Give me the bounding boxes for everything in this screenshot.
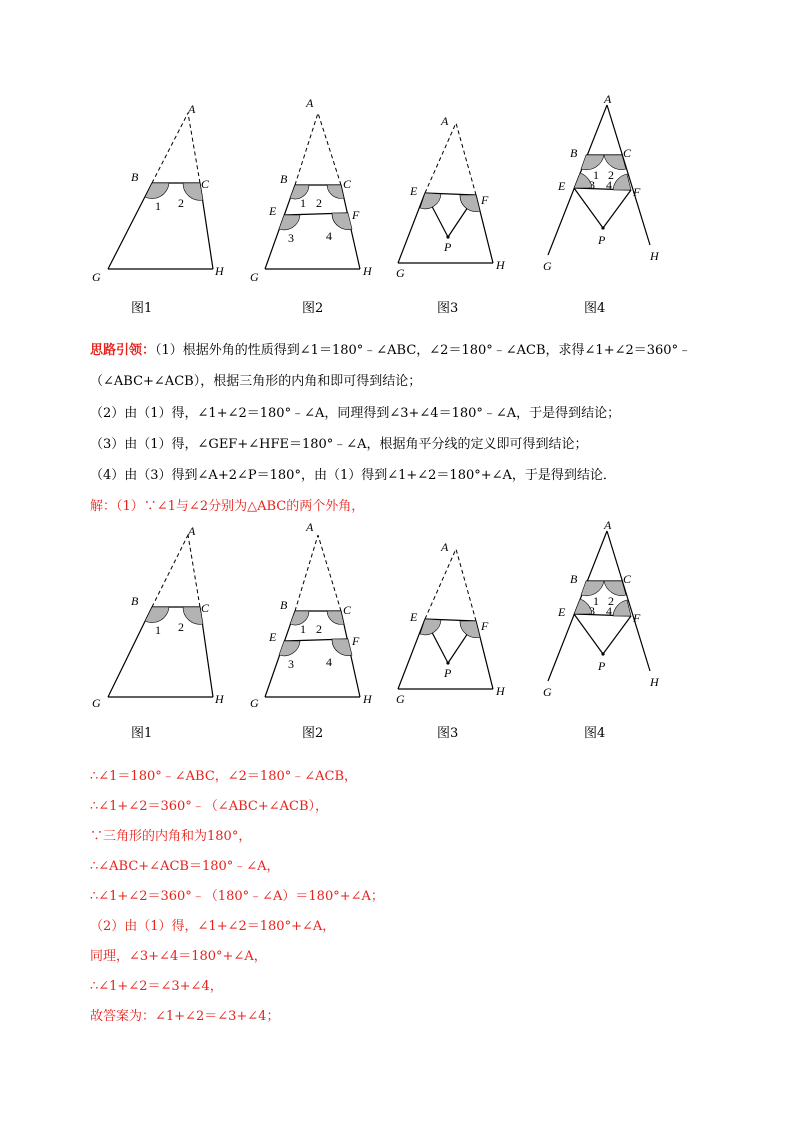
label-G: G	[543, 259, 552, 273]
label-A: A	[604, 95, 612, 106]
solution-step-8: ∴∠1+∠2＝∠3+∠4，	[90, 979, 223, 994]
figures-bottom	[0, 517, 800, 717]
label-F: F	[352, 634, 360, 648]
label-E: E	[558, 179, 566, 193]
hint-line-2: （∠ABC+∠ACB），根据三角形的内角和即可得到结论；	[90, 374, 422, 389]
hint-line-1	[90, 341, 691, 361]
hint-line-3: （2）由（1）得，∠1+∠2＝180°﹣∠A，同理得到∠3+∠4＝180°﹣∠A，于是得到结论；	[90, 406, 621, 421]
label-P: P	[444, 240, 452, 254]
angle-1-label: 1	[155, 199, 161, 213]
label-C: C	[201, 177, 210, 191]
angle-4-label: 4	[606, 178, 612, 192]
figure-2	[250, 520, 373, 710]
label-E: E	[269, 204, 277, 218]
figure-1-caption: 图1	[131, 301, 153, 316]
label-C: C	[343, 603, 352, 617]
label-G: G	[396, 266, 405, 280]
solution-step-9: 故答案为：∠1+∠2＝∠3+∠4；	[90, 1009, 280, 1024]
hint-line-5: （4）由（3）得到∠A+2∠P＝180°，由（1）得到∠1+∠2＝180°+∠A，于是得到结论．	[90, 468, 616, 483]
label-B: B	[131, 594, 139, 608]
hint-line-4: （3）由（1）得，∠GEF+∠HFE＝180°﹣∠A，根据角平分线的定义即可得到结论；	[90, 437, 588, 452]
label-E: E	[269, 630, 277, 644]
label-A: A	[441, 540, 449, 554]
label-H: H	[363, 264, 372, 278]
label-H: H	[650, 675, 659, 689]
angle-2-label: 2	[316, 196, 322, 210]
label-P: P	[444, 666, 452, 680]
figure-1	[92, 524, 225, 710]
label-B: B	[570, 146, 578, 160]
figure-3-caption: 图3	[437, 726, 459, 741]
angle-4-label: 4	[326, 229, 332, 243]
angle-1-label: 1	[593, 594, 599, 608]
label-A: A	[306, 520, 314, 534]
angle-3-label: 3	[288, 231, 294, 245]
angle-4-label: 4	[326, 655, 332, 669]
label-P: P	[598, 659, 606, 673]
label-G: G	[250, 270, 259, 284]
angle-2-label: 2	[178, 620, 184, 634]
hint-title: 思路引领：	[90, 343, 156, 358]
label-E: E	[410, 184, 418, 198]
solution-step-2: ∴∠1+∠2＝360°﹣（∠ABC+∠ACB），	[90, 799, 328, 814]
label-B: B	[280, 172, 288, 186]
angle-3-label: 3	[589, 604, 595, 618]
label-G: G	[543, 685, 552, 699]
figure-1-caption: 图1	[131, 726, 153, 741]
label-G: G	[396, 692, 405, 706]
label-C: C	[623, 146, 632, 160]
angle-2-label: 2	[608, 594, 614, 608]
label-A: A	[604, 518, 612, 532]
solution-intro: 解：（1）∵∠1与∠2分别为△ABC的两个外角，	[90, 499, 365, 514]
angle-2-label: 2	[178, 196, 184, 210]
label-H: H	[215, 264, 224, 278]
label-B: B	[570, 572, 578, 586]
label-B: B	[131, 170, 139, 184]
figure-4	[543, 95, 660, 273]
label-F: F	[481, 193, 489, 207]
angle-3-label: 3	[589, 178, 595, 192]
label-G: G	[250, 696, 259, 710]
angle-2-label: 2	[608, 168, 614, 182]
label-C: C	[201, 601, 210, 615]
label-F: F	[633, 611, 641, 625]
hint-text-1: （1）根据外角的性质得到∠1＝180°﹣∠ABC，∠2＝180°﹣∠ACB，求得∠1+∠2＝360°﹣	[155, 343, 692, 358]
label-A: A	[441, 114, 449, 128]
label-A: A	[306, 96, 314, 110]
label-H: H	[363, 692, 372, 706]
figure-1	[92, 102, 225, 284]
angle-1-label: 1	[300, 622, 306, 636]
figure-4-caption: 图4	[584, 726, 606, 741]
label-E: E	[558, 605, 566, 619]
angle-1-label: 1	[300, 196, 306, 210]
label-C: C	[623, 572, 632, 586]
figures-top	[0, 95, 800, 295]
label-H: H	[650, 249, 659, 263]
figure-2-caption: 图2	[302, 726, 324, 741]
figure-3-caption: 图3	[437, 301, 459, 316]
figure-2	[250, 96, 373, 284]
label-H: H	[496, 684, 505, 698]
angle-2-label: 2	[316, 622, 322, 636]
label-A: A	[188, 102, 196, 116]
label-A: A	[188, 524, 196, 538]
figure-3	[396, 114, 506, 280]
label-F: F	[352, 208, 360, 222]
angle-3-label: 3	[288, 657, 294, 671]
label-H: H	[215, 692, 224, 706]
label-G: G	[92, 270, 101, 284]
label-C: C	[343, 177, 352, 191]
angle-1-label: 1	[155, 623, 161, 637]
figure-4	[543, 518, 660, 699]
solution-step-3: ∵三角形的内角和为180°，	[90, 829, 252, 844]
solution-step-4: ∴∠ABC+∠ACB＝180°﹣∠A，	[90, 859, 280, 874]
angle-1-label: 1	[593, 168, 599, 182]
angle-4-label: 4	[606, 604, 612, 618]
label-B: B	[280, 598, 288, 612]
figure-4-caption: 图4	[584, 301, 606, 316]
label-E: E	[410, 610, 418, 624]
figure-2-caption: 图2	[302, 301, 324, 316]
label-P: P	[598, 233, 606, 247]
solution-step-6: （2）由（1）得，∠1+∠2＝180°+∠A，	[90, 919, 336, 934]
label-G: G	[92, 696, 101, 710]
solution-step-1: ∴∠1＝180°﹣∠ABC，∠2＝180°﹣∠ACB，	[90, 769, 358, 784]
solution-step-7: 同理，∠3+∠4＝180°+∠A，	[90, 949, 267, 964]
figure-3	[396, 540, 506, 706]
solution-step-5: ∴∠1+∠2＝360°﹣（180°﹣∠A）＝180°+∠A；	[90, 889, 384, 904]
label-H: H	[496, 258, 505, 272]
label-F: F	[481, 619, 489, 633]
label-F: F	[633, 185, 641, 199]
